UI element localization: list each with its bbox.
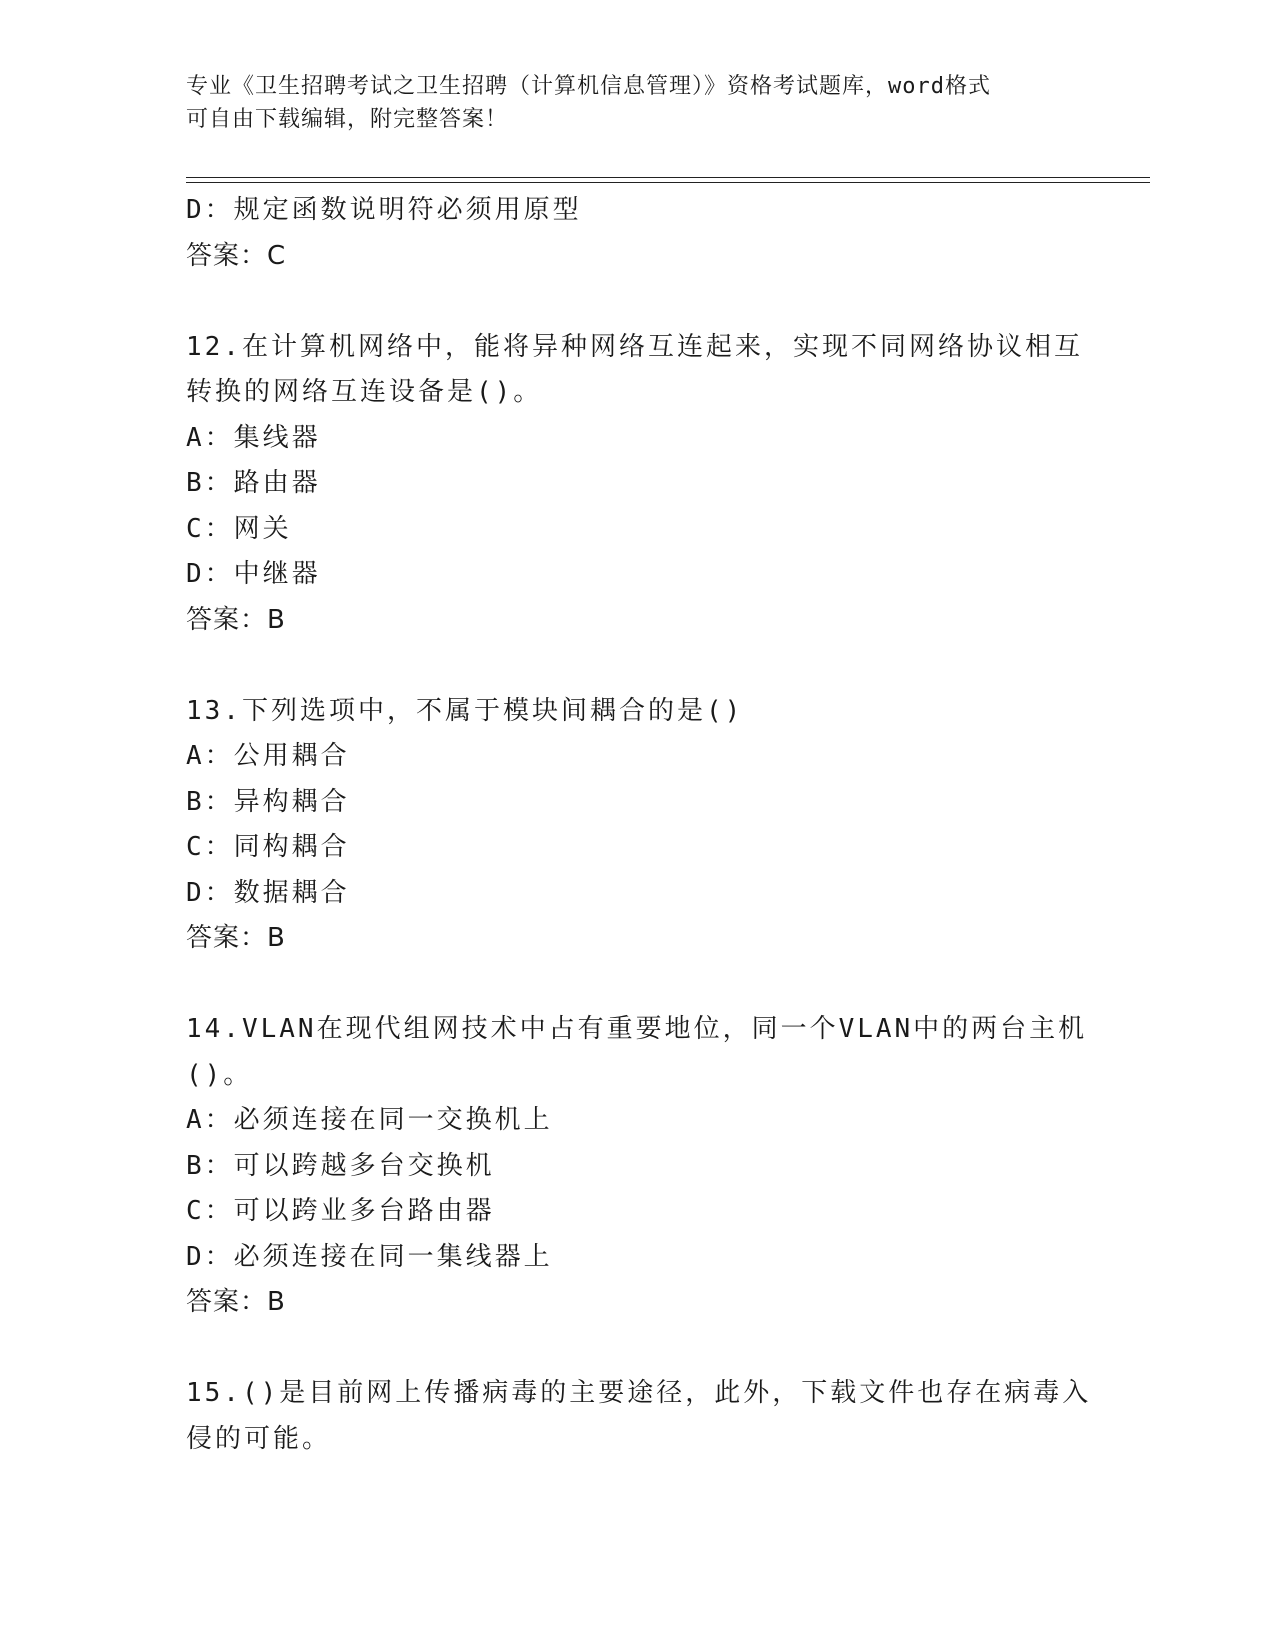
answer: 答案：B — [186, 1287, 286, 1317]
question-stem-line: 14.VLAN在现代组网技术中占有重要地位，同一个VLAN中的两台主机 — [186, 1014, 1088, 1044]
question-stem-line: 转换的网络互连设备是()。 — [186, 377, 543, 407]
question-15 — [186, 1371, 1092, 1462]
question-stem-line: 12.在计算机网络中，能将异种网络互连起来，实现不同网络协议相互 — [186, 331, 1083, 362]
question-12 — [186, 325, 1086, 644]
spacer — [186, 1326, 1086, 1372]
option-b: B：路由器 — [186, 468, 321, 498]
option-d: D：数据耦合 — [186, 877, 350, 908]
option-b: B：可以跨越多台交换机 — [186, 1150, 495, 1181]
answer: 答案：C — [186, 240, 287, 271]
option-d: D：中继器 — [186, 559, 321, 589]
header-line-1: 专业《卫生招聘考试之卫生招聘（计算机信息管理）》资格考试题库，word格式 — [186, 74, 991, 99]
option-a: A：集线器 — [186, 422, 321, 453]
option-a: A：必须连接在同一交换机上 — [186, 1105, 553, 1135]
header-divider-bottom — [186, 182, 1150, 183]
answer: 答案：B — [186, 923, 286, 953]
question-stem-line: 15.()是目前网上传播病毒的主要途径，此外，下载文件也存在病毒入 — [186, 1378, 1092, 1408]
option-a: A：公用耦合 — [186, 741, 350, 771]
question-13 — [186, 689, 1086, 962]
option-c: C：网关 — [186, 513, 292, 544]
option-c: C：可以跨业多台路由器 — [186, 1196, 495, 1226]
question-stem-line: ()。 — [186, 1059, 253, 1090]
header-divider-top — [186, 177, 1150, 178]
header-line-2: 可自由下载编辑，附完整答案！ — [186, 107, 509, 132]
answer: 答案：B — [186, 604, 286, 635]
question-11-tail — [186, 188, 1086, 279]
question-14 — [186, 1007, 1086, 1326]
option-c: C：同构耦合 — [186, 832, 350, 862]
spacer — [186, 643, 1086, 689]
option-b: B：异构耦合 — [186, 786, 350, 817]
question-content — [186, 188, 1092, 1462]
document-header — [186, 70, 1066, 136]
spacer — [186, 279, 1086, 325]
question-stem-line: 13.下列选项中，不属于模块间耦合的是() — [186, 695, 744, 726]
question-stem-line: 侵的可能。 — [186, 1423, 332, 1454]
option-d: D：必须连接在同一集线器上 — [186, 1241, 553, 1272]
option-d: D：规定函数说明符必须用原型 — [186, 195, 582, 225]
spacer — [186, 962, 1086, 1008]
